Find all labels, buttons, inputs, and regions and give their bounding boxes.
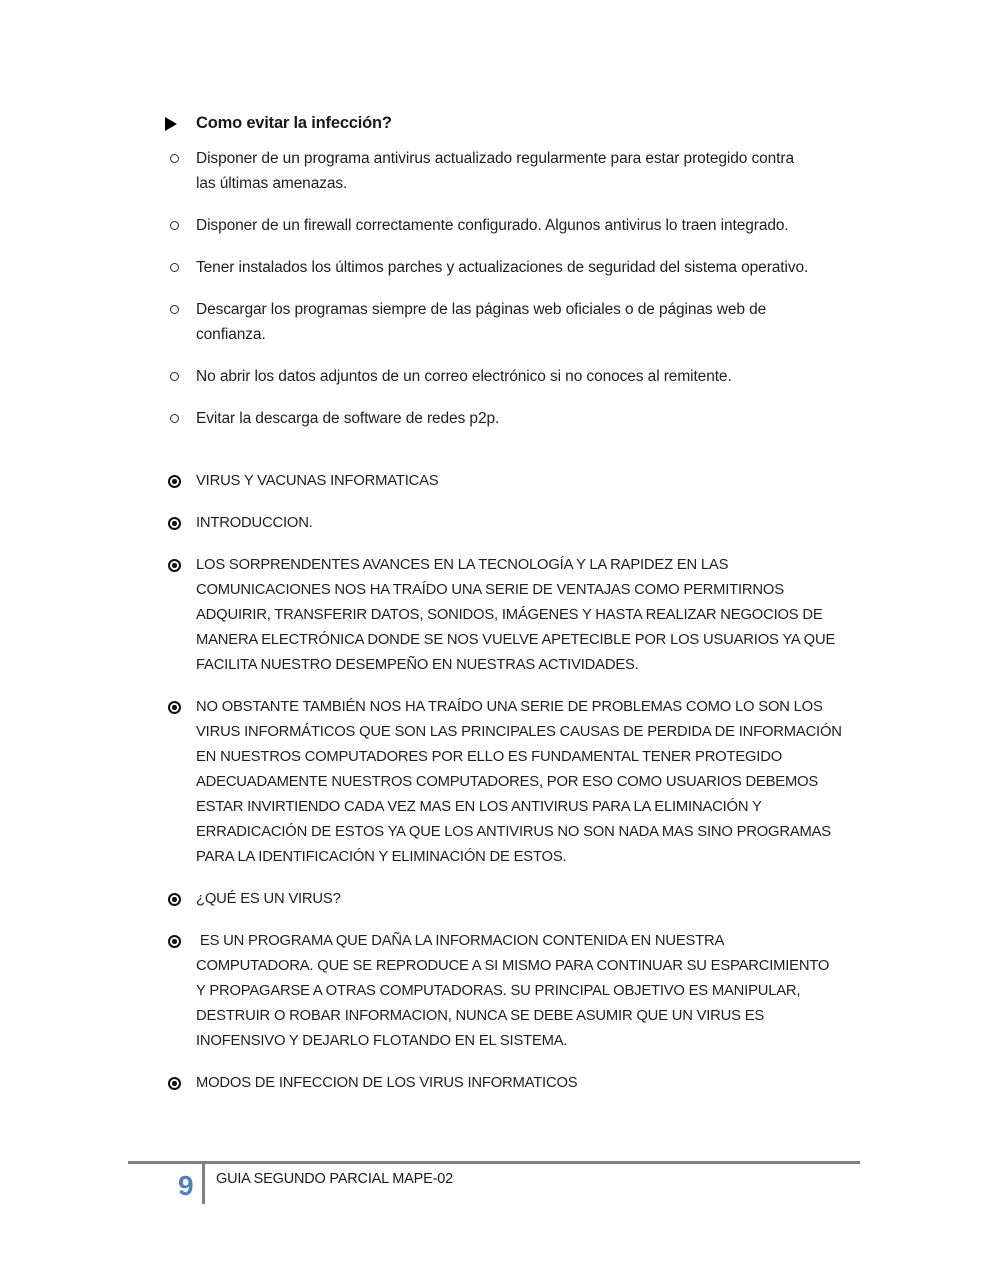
list-item-line: Descargar los programas siempre de las páginas web oficiales o de páginas web de — [196, 301, 767, 318]
footer-divider — [202, 1164, 205, 1204]
fisheye-bullet-icon — [168, 893, 181, 906]
fisheye-bullet-icon — [168, 935, 181, 948]
list-item — [165, 929, 865, 1054]
section-heading — [165, 111, 865, 136]
list-item — [165, 511, 865, 536]
list-item-line: ADQUIRIR, TRANSFERIR DATOS, SONIDOS, IMÁGENES Y HASTA REALIZAR NEGOCIOS DE — [196, 607, 823, 623]
list-item-line: ADECUADAMENTE NUESTROS COMPUTADORES, POR ESO COMO USUARIOS DEBEMOS — [196, 774, 819, 790]
list-item-line: INOFENSIVO Y DEJARLO FLOTANDO EN EL SISTEMA. — [196, 1033, 568, 1049]
page-number: 9 — [178, 1170, 194, 1201]
list-item-line: ES UN PROGRAMA QUE DAÑA LA INFORMACION CONTENIDA EN NUESTRA — [196, 933, 725, 949]
list-item-line: Evitar la descarga de software de redes p2p. — [196, 410, 500, 427]
page-content — [165, 111, 865, 1113]
list-item-line: PARA LA IDENTIFICACIÓN Y ELIMINACIÓN DE ESTOS. — [196, 849, 567, 865]
circle-bullet-icon — [170, 372, 179, 381]
list-item-line: ERRADICACIÓN DE ESTOS YA QUE LOS ANTIVIRUS NO SON NADA MAS SINO PROGRAMAS — [196, 824, 831, 840]
list-item — [165, 406, 865, 431]
list-item-line: FACILITA NUESTRO DESEMPEÑO EN NUESTRAS ACTIVIDADES. — [196, 657, 639, 673]
list-item — [165, 213, 865, 238]
triangle-bullet-icon — [165, 117, 177, 131]
list-item — [165, 364, 865, 389]
list-item-line: EN NUESTROS COMPUTADORES POR ELLO ES FUNDAMENTAL TENER PROTEGIDO — [196, 749, 783, 765]
fisheye-bullet-icon — [168, 517, 181, 530]
circle-bullet-icon — [170, 263, 179, 272]
list-item — [165, 553, 865, 678]
list-item — [165, 695, 865, 870]
list-item — [165, 469, 865, 494]
circle-bullet-icon — [170, 154, 179, 163]
list-item-line: LOS SORPRENDENTES AVANCES EN LA TECNOLOGÍA Y LA RAPIDEZ EN LAS — [196, 557, 729, 573]
list-item-line: Y PROPAGARSE A OTRAS COMPUTADORAS. SU PRINCIPAL OBJETIVO ES MANIPULAR, — [196, 983, 801, 999]
list-item — [165, 887, 865, 912]
list-item — [165, 146, 865, 196]
list-item — [165, 255, 865, 280]
list-item-line: MODOS DE INFECCION DE LOS VIRUS INFORMATICOS — [196, 1075, 578, 1091]
list-item-line: VIRUS Y VACUNAS INFORMATICAS — [196, 473, 439, 489]
list-item-line: NO OBSTANTE TAMBIÉN NOS HA TRAÍDO UNA SERIE DE PROBLEMAS COMO LO SON LOS — [196, 699, 823, 715]
footer-row — [128, 1164, 860, 1214]
heading-text: Como evitar la infección? — [196, 114, 392, 132]
footer-title: GUIA SEGUNDO PARCIAL MAPE-02 — [216, 1171, 453, 1187]
list-item-line: Tener instalados los últimos parches y actualizaciones de seguridad del sistema operativo. — [196, 259, 809, 276]
fisheye-bullet-icon — [168, 475, 181, 488]
list-item-line: ¿QUÉ ES UN VIRUS? — [196, 891, 341, 907]
fisheye-bullet-icon — [168, 559, 181, 572]
list-item-line: ESTAR INVIRTIENDO CADA VEZ MAS EN LOS ANTIVIRUS PARA LA ELIMINACIÓN Y — [196, 799, 762, 815]
list-item — [165, 297, 865, 347]
list-item-line: Disponer de un programa antivirus actualizado regularmente para estar protegido contra — [196, 150, 794, 167]
fisheye-bullet-icon — [168, 1077, 181, 1090]
list-item-line: VIRUS INFORMÁTICOS QUE SON LAS PRINCIPALES CAUSAS DE PERDIDA DE INFORMACIÓN — [196, 724, 842, 740]
list-item-line: Disponer de un firewall correctamente configurado. Algunos antivirus lo traen integrado. — [196, 217, 789, 234]
circle-bullet-icon — [170, 221, 179, 230]
circle-bullet-icon — [170, 414, 179, 423]
list-item-line: COMUNICACIONES NOS HA TRAÍDO UNA SERIE DE VENTAJAS COMO PERMITIRNOS — [196, 582, 784, 598]
list-item-line: COMPUTADORA. QUE SE REPRODUCE A SI MISMO PARA CONTINUAR SU ESPARCIMIENTO — [196, 958, 830, 974]
list-item-line: INTRODUCCION. — [196, 515, 313, 531]
fisheye-bullet-icon — [168, 701, 181, 714]
circle-bullet-icon — [170, 305, 179, 314]
list-item-line: las últimas amenazas. — [196, 175, 348, 192]
list-item — [165, 1071, 865, 1096]
page-footer — [128, 1161, 860, 1214]
list-item-line: No abrir los datos adjuntos de un correo electrónico si no conoces al remitente. — [196, 368, 732, 385]
list-item-line: DESTRUIR O ROBAR INFORMACION, NUNCA SE DEBE ASUMIR QUE UN VIRUS ES — [196, 1008, 765, 1024]
list-item-line: MANERA ELECTRÓNICA DONDE SE NOS VUELVE APETECIBLE POR LOS USUARIOS YA QUE — [196, 632, 836, 648]
list-item-line: confianza. — [196, 326, 266, 343]
